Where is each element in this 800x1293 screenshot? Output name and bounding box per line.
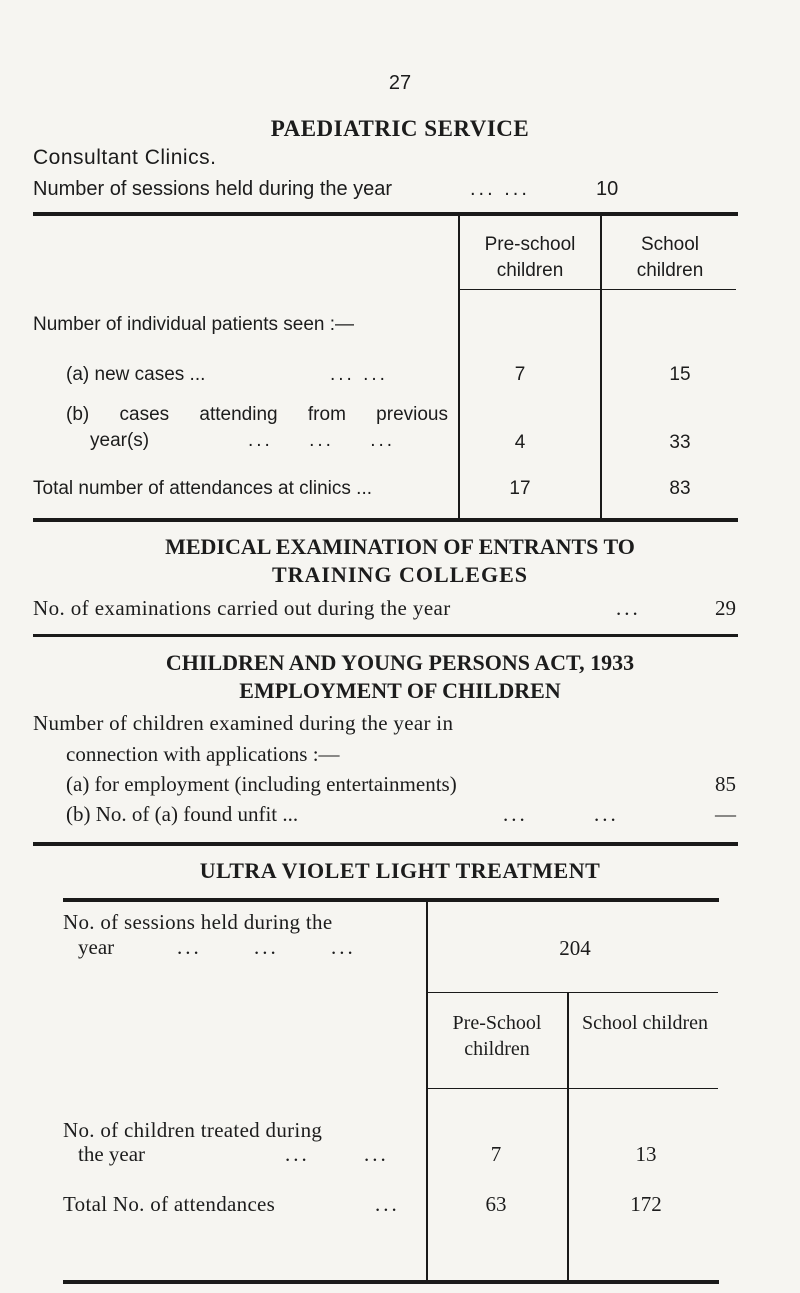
uv-treated-label-2: the year	[78, 1142, 146, 1166]
children-intro-2: connection with applications :—	[66, 742, 340, 766]
uv-table-bottom-rule	[63, 1280, 719, 1284]
uv-sessions-label-1: No. of sessions held during the	[63, 910, 333, 934]
item-b-value: —	[715, 802, 736, 826]
uv-treated-dots: ... ...	[285, 1142, 389, 1166]
row-b-dots: ... ... ...	[248, 430, 396, 451]
medical-title-2: TRAINING COLLEGES	[271, 562, 528, 587]
examinations-value: 29	[715, 596, 736, 620]
row-a-dots: ... ...	[330, 364, 388, 385]
uv-vline-2	[567, 992, 569, 1280]
row-b-label-2: year(s)	[90, 430, 150, 451]
uv-treated-school: 13	[635, 1142, 657, 1166]
uv-vline-1	[426, 902, 428, 1280]
uv-col-header-school: School children	[581, 1012, 709, 1034]
medical-title-1: MEDICAL EXAMINATION OF ENTRANTS TO	[165, 534, 635, 559]
paediatric-title: PAEDIATRIC SERVICE	[270, 116, 530, 141]
row-b-school: 33	[669, 432, 691, 453]
uv-sessions-value: 204	[559, 936, 591, 960]
uv-attendances-dots: ...	[375, 1192, 400, 1216]
uv-title: ULTRA VIOLET LIGHT TREATMENT	[199, 858, 601, 883]
uv-subheader-bottom-rule	[426, 1088, 718, 1089]
examinations-label: No. of examinations carried out during the year	[33, 596, 451, 620]
sessions-dots: ... ...	[470, 178, 530, 200]
total-school: 83	[669, 478, 691, 499]
children-act-title-2: EMPLOYMENT OF CHILDREN	[239, 678, 561, 703]
divider-paediatric-bottom	[33, 518, 738, 522]
uv-subheader-top-rule	[426, 992, 718, 993]
uv-col-header-preschool: Pre-School children	[452, 1012, 542, 1060]
total-attendances-label: Total number of attendances at clinics ...	[33, 478, 373, 499]
uv-table-top-rule	[63, 898, 719, 902]
sessions-value: 10	[596, 178, 619, 200]
row-a-school: 15	[669, 364, 691, 385]
page-number: 27	[388, 72, 412, 94]
uv-sessions-label-2: year	[78, 935, 115, 959]
examinations-dots: ...	[616, 596, 641, 620]
header-underline	[458, 289, 736, 290]
divider-top	[33, 212, 738, 216]
item-a-value: 85	[715, 772, 736, 796]
row-b-preschool: 4	[514, 432, 526, 453]
uv-attendances-preschool: 63	[485, 1192, 507, 1216]
item-a-label: (a) for employment (including entertainments)	[66, 772, 457, 796]
patients-heading: Number of individual patients seen :—	[33, 314, 355, 335]
divider-medical-bottom	[33, 634, 738, 637]
divider-children-bottom	[33, 842, 738, 846]
col-header-school: School children	[636, 234, 704, 281]
row-b-label-1: (b) cases attending from previous	[66, 404, 448, 425]
uv-sessions-dots: ... ... ...	[177, 935, 356, 959]
row-a-preschool: 7	[514, 364, 526, 385]
col-header-preschool: Pre-school children	[484, 234, 576, 281]
uv-treated-preschool: 7	[490, 1142, 502, 1166]
total-preschool: 17	[509, 478, 531, 499]
table-vline-2	[600, 216, 602, 520]
uv-attendances-label: Total No. of attendances	[63, 1192, 276, 1216]
uv-attendances-school: 172	[630, 1192, 662, 1216]
sessions-label: Number of sessions held during the year	[33, 178, 393, 200]
uv-treated-label-1: No. of children treated during	[63, 1118, 323, 1142]
item-b-label: (b) No. of (a) found unfit ...	[66, 802, 299, 826]
row-a-label: (a) new cases ...	[66, 364, 206, 385]
consultant-clinics-subtitle: Consultant Clinics.	[33, 146, 217, 169]
table-vline-1	[458, 216, 460, 520]
children-act-title-1: CHILDREN AND YOUNG PERSONS ACT, 1933	[165, 650, 635, 675]
item-b-dots: ... ...	[503, 802, 619, 826]
children-intro-1: Number of children examined during the year in	[33, 711, 454, 735]
